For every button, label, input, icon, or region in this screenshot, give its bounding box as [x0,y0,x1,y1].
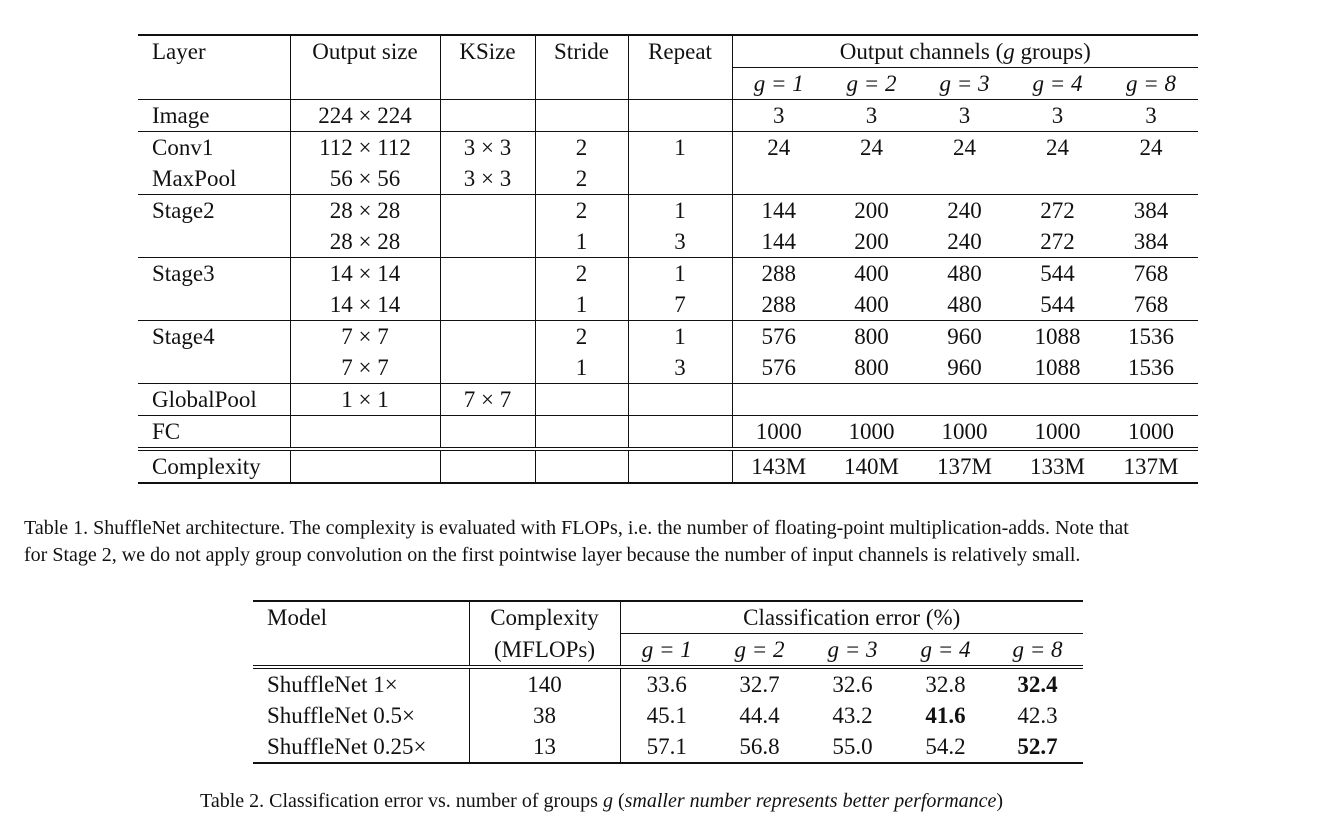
header-layer: Layer [138,35,290,100]
architecture-table [138,34,1198,484]
header-output-channels [732,35,1198,68]
ksize-cell [440,416,535,450]
table-row [138,132,1198,164]
channels-cell: 576 [761,355,796,380]
channels-cell [1011,384,1104,416]
output-size-cell: 224 × 224 [290,100,440,132]
output-size-cell: 28 × 28 [290,226,440,258]
classification-error-table [253,600,1083,764]
layer-cell: Image [138,100,290,132]
table2-caption-paren-open: ( [612,790,625,812]
error-cell: 32.7 [713,667,806,700]
channels-cell: 480 [918,258,1011,290]
ksize-cell [440,226,535,258]
channels-cell: 24 [732,132,825,164]
layer-cell [138,289,290,321]
repeat-cell: 1 [628,195,732,227]
error-cell: 52.7 [992,731,1083,763]
ksize-cell [440,449,535,483]
table2-caption [200,788,1003,815]
stride-cell: 1 [535,289,628,321]
layer-cell: Complexity [138,449,290,483]
error-cell: 56.8 [713,731,806,763]
channels-cell: 384 [1133,229,1169,254]
stride-cell: 2 [535,195,628,227]
channels-cell: 288 [761,292,796,317]
error-cell: 57.1 [620,731,713,763]
group-header: g = 3 [939,71,990,96]
channels-cell: 140M [825,449,918,483]
repeat-cell: 7 [628,289,732,321]
ksize-cell: 3 × 3 [440,163,535,195]
channels-cell: 1000 [1011,416,1104,450]
table-row [138,416,1198,450]
channels-cell [825,163,918,195]
stride-cell: 1 [535,352,628,384]
layer-cell: GlobalPool [138,384,290,416]
channels-cell: 24 [918,132,1011,164]
channels-cell: 1000 [918,416,1011,450]
ksize-cell [440,258,535,290]
header-model: Model [253,601,469,634]
channels-cell [1104,163,1198,195]
group-header: g = 1 [641,637,692,662]
error-cell: 41.6 [925,703,966,728]
layer-cell: Conv1 [138,132,290,164]
error-cell: 32.6 [806,667,899,700]
channels-cell: 400 [825,258,918,290]
model-cell: ShuffleNet 0.25× [253,731,469,763]
header-ksize: KSize [440,35,535,100]
channels-cell: 288 [732,258,825,290]
complexity-cell: 140 [469,667,620,700]
header-output-channels-g: g [1003,39,1015,64]
channels-cell: 1088 [1034,355,1081,380]
ksize-cell: 7 × 7 [440,384,535,416]
channels-cell: 1000 [732,416,825,450]
group-header: g = 4 [1032,71,1083,96]
header-output-channels-suffix: groups) [1014,39,1091,64]
channels-cell: 272 [1011,195,1104,227]
table2-caption-italic: smaller number represents better performance [624,790,997,812]
channels-cell: 137M [918,449,1011,483]
error-cell: 32.4 [992,667,1083,700]
error-cell: 33.6 [620,667,713,700]
table-row [253,667,1083,700]
channels-cell: 768 [1104,258,1198,290]
error-cell: 54.2 [899,731,992,763]
group-header: g = 1 [753,71,804,96]
table1-caption-line2: for Stage 2, we do not apply group convolution on the first pointwise layer because the number of input channels is relatively small. [24,544,1081,566]
table-row [138,289,1198,321]
table-row [138,384,1198,416]
channels-cell: 272 [1040,229,1075,254]
group-header: g = 8 [1012,637,1063,662]
channels-cell: 800 [825,321,918,353]
table1-caption-line1: Table 1. ShuffleNet architecture. The complexity is evaluated with FLOPs, i.e. the number of floating-point multiplication-adds. Note that [24,517,1129,539]
ksize-cell [440,352,535,384]
layer-cell: Stage2 [138,195,290,227]
table-row [138,100,1198,132]
complexity-cell: 38 [469,700,620,731]
channels-cell: 1536 [1104,321,1198,353]
stride-cell [535,384,628,416]
table-row [253,731,1083,763]
channels-cell: 200 [825,195,918,227]
channels-cell: 240 [918,195,1011,227]
output-size-cell: 56 × 56 [290,163,440,195]
layer-cell: Stage3 [138,258,290,290]
channels-cell [732,384,825,416]
channels-cell: 1000 [1104,416,1198,450]
table-row [138,352,1198,384]
channels-cell: 576 [732,321,825,353]
channels-cell: 24 [1104,132,1198,164]
table2-caption-prefix: Table 2. Classification error vs. number of groups [200,790,603,812]
ksize-cell [440,321,535,353]
channels-cell: 137M [1104,449,1198,483]
ksize-cell [440,195,535,227]
channels-cell [918,384,1011,416]
error-cell: 44.4 [739,703,780,728]
error-cell: 43.2 [832,703,873,728]
layer-cell: Stage4 [138,321,290,353]
channels-cell: 144 [732,195,825,227]
ksize-cell [440,289,535,321]
layer-cell: FC [138,416,290,450]
stride-cell: 2 [535,321,628,353]
channels-cell: 400 [854,292,889,317]
layer-cell: MaxPool [138,163,290,195]
channels-cell: 24 [1011,132,1104,164]
channels-cell: 1088 [1011,321,1104,353]
channels-cell: 960 [918,321,1011,353]
channels-cell: 200 [854,229,889,254]
error-cell: 45.1 [646,703,687,728]
repeat-cell [628,449,732,483]
channels-cell [918,163,1011,195]
stride-cell: 2 [535,163,628,195]
table-row [138,258,1198,290]
channels-cell: 384 [1104,195,1198,227]
model-cell: ShuffleNet 1× [253,667,469,700]
header-stride: Stride [535,35,628,100]
stride-cell: 1 [535,226,628,258]
channels-cell: 544 [1011,258,1104,290]
channels-cell [1104,384,1198,416]
table-row [138,321,1198,353]
repeat-cell [628,416,732,450]
channels-cell: 3 [1104,100,1198,132]
channels-cell: 800 [854,355,889,380]
table1-caption [24,515,1129,569]
channels-cell: 1000 [825,416,918,450]
channels-cell: 143M [732,449,825,483]
channels-cell [732,163,825,195]
ksize-cell: 3 × 3 [440,132,535,164]
repeat-cell: 3 [628,226,732,258]
group-header: g = 3 [827,637,878,662]
channels-cell: 3 [825,100,918,132]
table-row [138,449,1198,483]
channels-cell: 24 [825,132,918,164]
output-size-cell [290,416,440,450]
ksize-cell [440,100,535,132]
table-row [253,700,1083,731]
channels-cell: 3 [918,100,1011,132]
channels-cell: 144 [761,229,796,254]
channels-cell [1011,163,1104,195]
layer-cell [138,226,290,258]
repeat-cell: 1 [628,258,732,290]
table-row [138,163,1198,195]
stride-cell [535,449,628,483]
error-cell: 55.0 [806,731,899,763]
header-complexity: Complexity [469,601,620,634]
output-size-cell: 14 × 14 [290,289,440,321]
repeat-cell: 1 [628,132,732,164]
layer-cell [138,352,290,384]
group-header: g = 4 [920,637,971,662]
repeat-cell [628,384,732,416]
header-output-channels-prefix: Output channels ( [839,39,1004,64]
repeat-cell: 1 [628,321,732,353]
channels-cell: 1536 [1128,355,1174,380]
stride-cell: 2 [535,132,628,164]
stride-cell [535,100,628,132]
complexity-cell: 13 [469,731,620,763]
channels-cell: 3 [1011,100,1104,132]
output-size-cell: 7 × 7 [290,352,440,384]
table2-caption-g: g [602,790,613,812]
channels-cell: 133M [1011,449,1104,483]
channels-cell [825,384,918,416]
output-size-cell [290,449,440,483]
group-header: g = 8 [1125,71,1177,96]
model-cell: ShuffleNet 0.5× [253,700,469,731]
table-row [138,195,1198,227]
repeat-cell [628,100,732,132]
header-complexity-unit: (MFLOPs) [469,634,620,668]
header-output-size: Output size [290,35,440,100]
channels-cell: 544 [1040,292,1075,317]
stride-cell [535,416,628,450]
error-cell: 42.3 [1017,703,1058,728]
group-header: g = 2 [734,637,785,662]
header-model-spacer [253,634,469,668]
output-size-cell: 28 × 28 [290,195,440,227]
channels-cell: 768 [1133,292,1169,317]
header-classification-error: Classification error (%) [620,601,1083,634]
output-size-cell: 7 × 7 [290,321,440,353]
output-size-cell: 14 × 14 [290,258,440,290]
repeat-cell: 3 [628,352,732,384]
header-repeat: Repeat [628,35,732,100]
repeat-cell [628,163,732,195]
output-size-cell: 1 × 1 [290,384,440,416]
error-cell: 32.8 [899,667,992,700]
channels-cell: 3 [732,100,825,132]
output-size-cell: 112 × 112 [290,132,440,164]
stride-cell: 2 [535,258,628,290]
table-row [138,226,1198,258]
table2-caption-paren-close: ) [996,790,1004,812]
channels-cell: 960 [947,355,982,380]
group-header: g = 2 [846,71,897,96]
channels-cell: 480 [947,292,982,317]
channels-cell: 240 [947,229,982,254]
